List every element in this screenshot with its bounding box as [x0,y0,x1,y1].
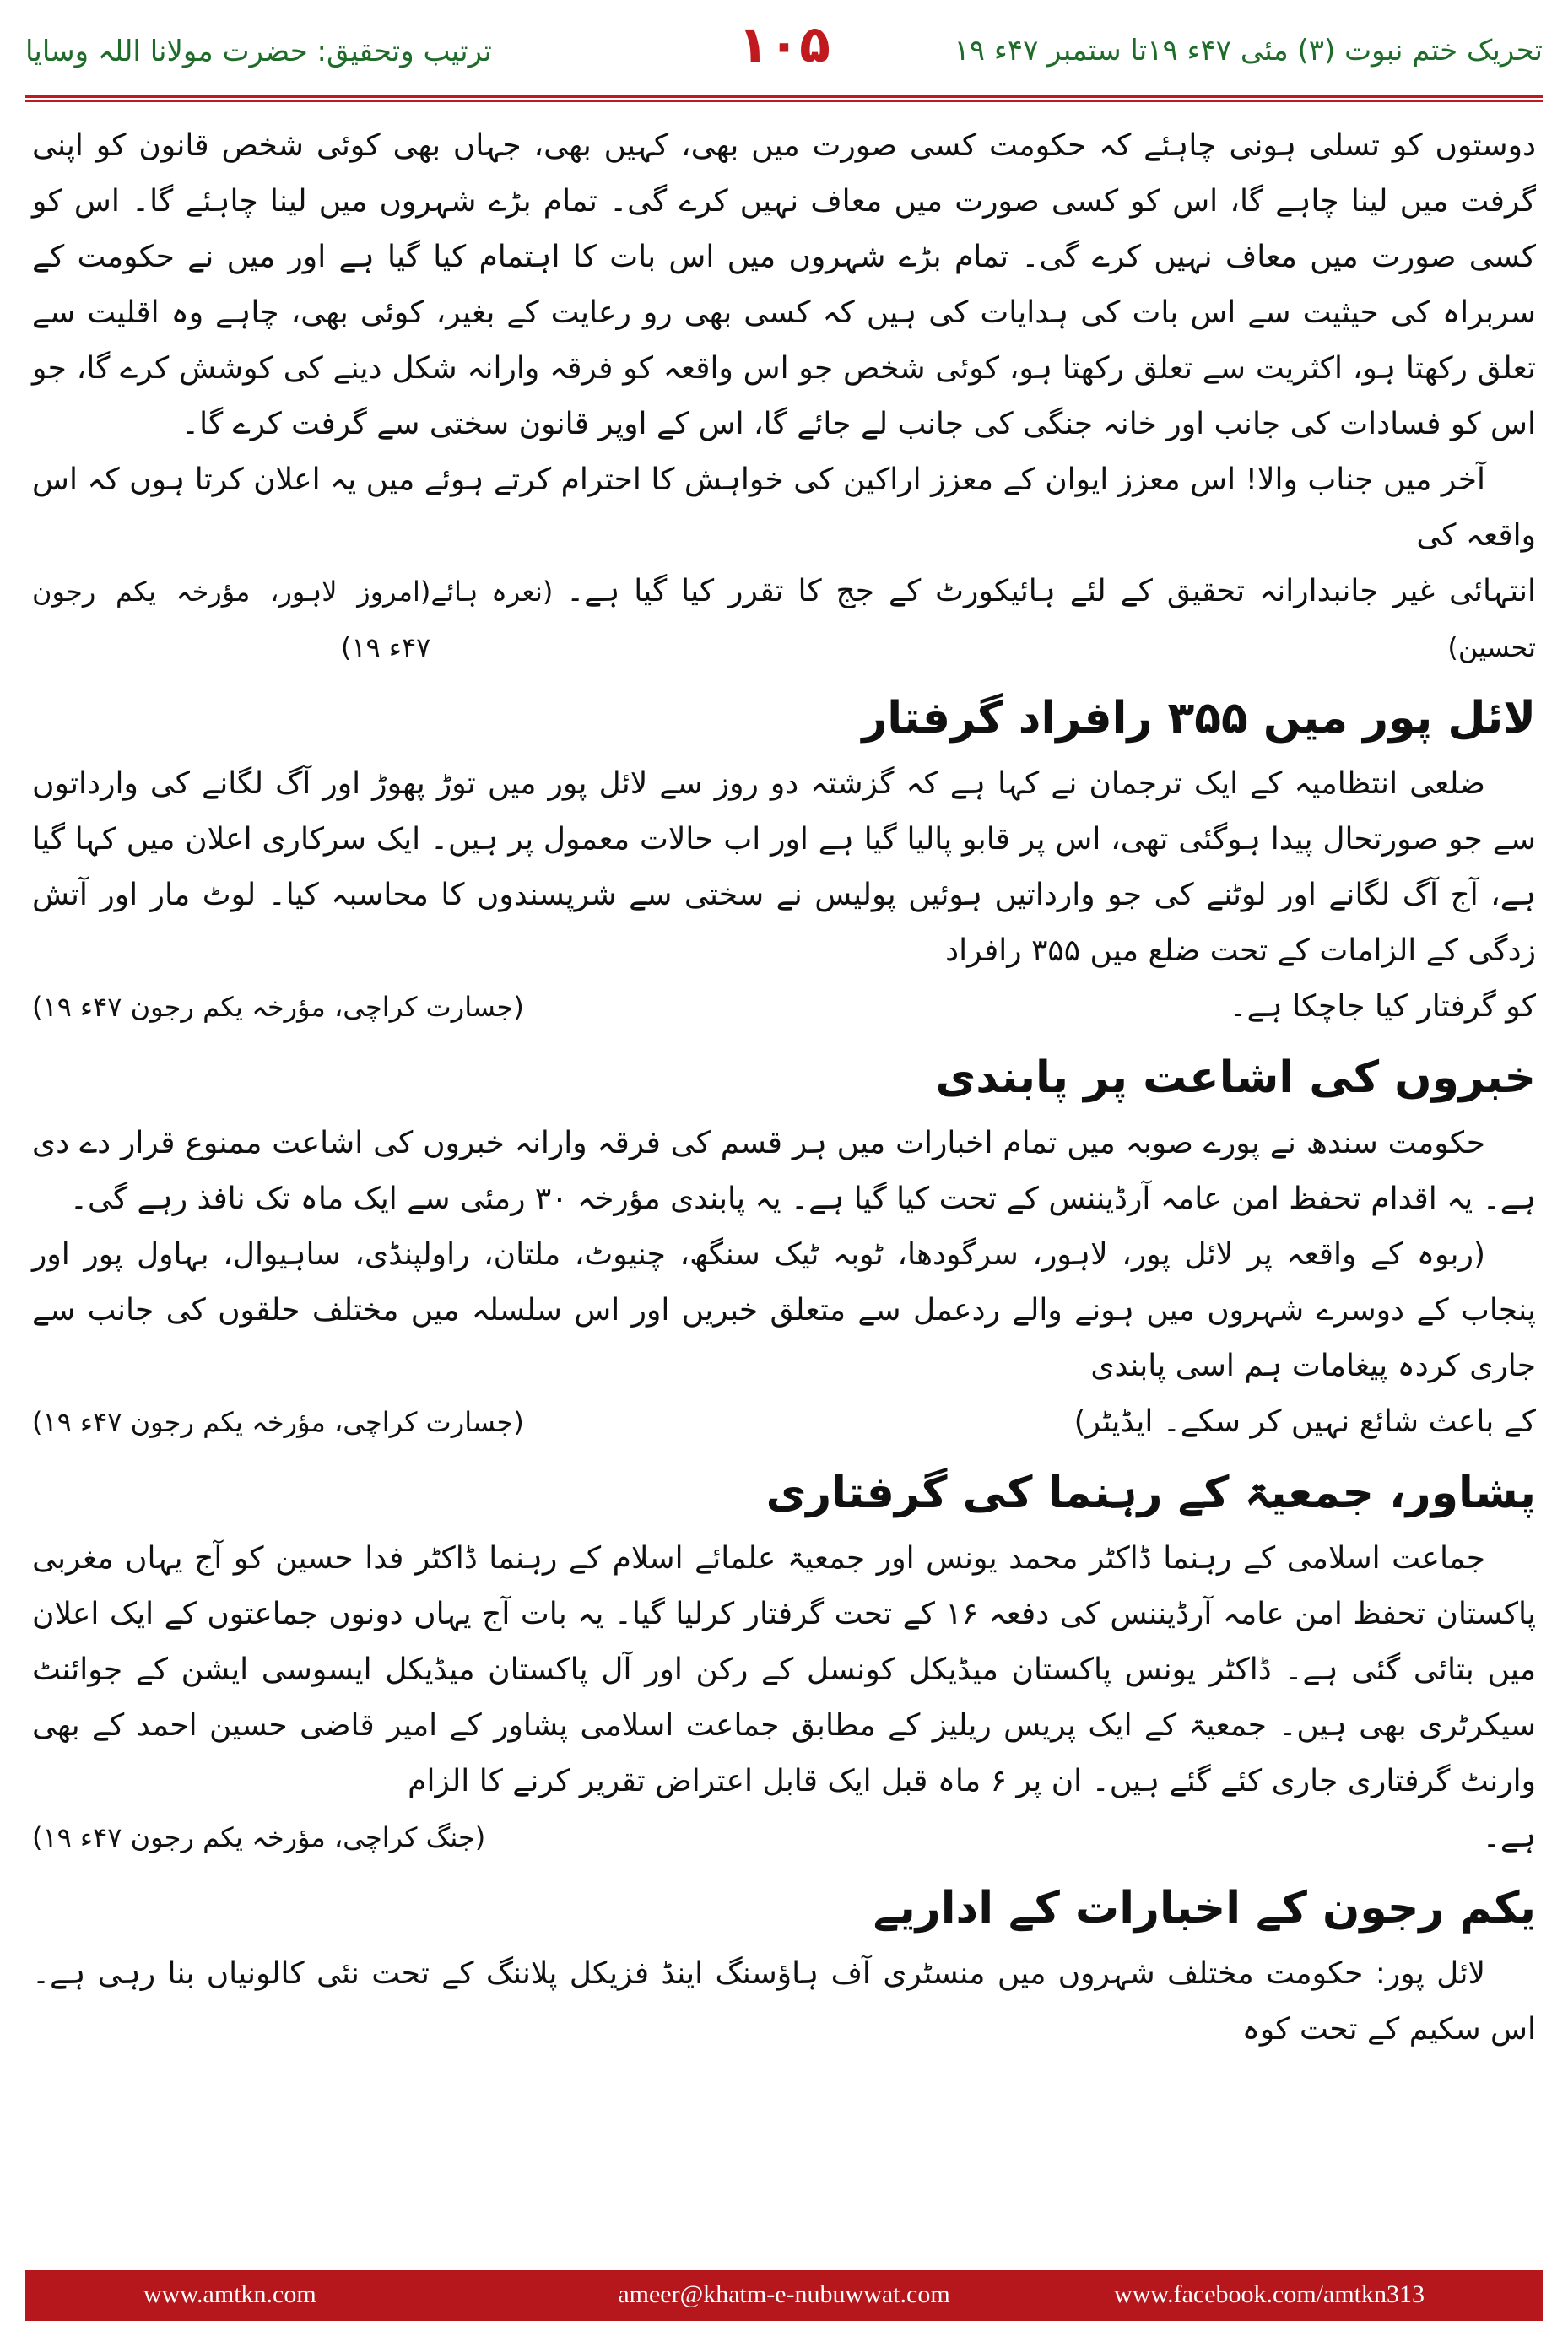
page-number: ۱۰۵ [738,15,830,74]
footer-email-link[interactable]: ameer@khatm-e-nubuwwat.com [618,2280,950,2308]
section5-paragraph: لائل پور: حکومت مختلف شہروں میں منسٹری آف ہاؤسنگ اینڈ فزیکل پلاننگ کے تحت نئی کالونیاں بنا رہی ہے۔ اس سکیم کے تحت کوہ [32,1956,1536,2047]
section4-heading: پشاور، جمعیۃ کے رہنما کی گرفتاری [765,1468,1536,1518]
page-body [32,118,1536,2245]
section1-source-line [32,564,1536,675]
section3-paragraph2: (ربوہ کے واقعہ پر لائل پور، لاہور، سرگودھا، ٹوبہ ٹیک سنگھ، چنیوٹ، ملتان، راولپنڈی، ساہیوال، بہاول پور اور پنجاب کے دوسرے شہروں میں ہونے والے ردعمل سے متعلق خبریں اور اس سلسلہ میں مختلف حلقوں کی جانب سے جاری کردہ پیغامات ہم اسی پابندی [32,1237,1536,1383]
section4-source-line [32,1809,1536,1865]
section3-paragraph1: حکومت سندھ نے پورے صوبہ میں تمام اخبارات میں ہر قسم کی فرقہ وارانہ خبروں کی اشاعت ممنوع قرار دے دی ہے۔ یہ اقدام تحفظ امن عامہ آرڈیننس کے تحت کیا گیا ہے۔ یہ پابندی مؤرخہ ۳۰ رمئی سے ایک ماہ تک نافذ رہے گی۔ [32,1126,1536,1216]
section2-paragraph: ضلعی انتظامیہ کے ایک ترجمان نے کہا ہے کہ گزشتہ دو روز سے لائل پور میں توڑ پھوڑ اور آگ لگانے کی وارداتوں سے جو صورتحال پیدا ہوگئی تھی، اس پر قابو پالیا گیا ہے اور اب حالات معمول پر ہیں۔ ایک سرکاری اعلان میں کہا گیا ہے، آج آگ لگانے اور لوٹنے کی جو وارداتیں ہوئیں پولیس نے سختی سے شرپسندوں کا محاسبہ کیا۔ لوٹ مار اور آتش زدگی کے الزامات کے تحت ضلع میں ۳۵۵ رافراد [32,766,1536,968]
section3-end-text: کے باعث شائع نہیں کر سکے۔ ایڈیٹر) [1073,1404,1536,1439]
section1-paragraph2: آخر میں جناب والا! اس معزز ایوان کے معزز اراکین کی خواہش کا احترام کرتے ہوئے میں یہ اعلان کرتا ہوں کہ اس واقعہ کی [32,462,1536,553]
section3-heading: خبروں کی اشاعت پر پابندی [935,1052,1536,1103]
page-footer [25,2270,1543,2321]
section4-source: (جنگ کراچی، مؤرخہ یکم رجون ۴۷ء ۱۹) [32,1821,486,1853]
section1-source: (امروز لاہور، مؤرخہ یکم رجون ۴۷ء ۱۹) [32,576,431,663]
section1-paragraph1: دوستوں کو تسلی ہونی چاہئے کہ حکومت کسی صورت میں بھی، کہیں بھی، جہاں بھی کوئی شخص قانون کو اپنی گرفت میں لینا چاہے گا، اس کو کسی صورت میں معاف نہیں کرے گی۔ تمام بڑے شہروں میں لینا چاہئے گا۔ اس کو کسی صورت میں معاف نہیں کرے گی۔ تمام بڑے شہروں میں اس بات کا اہتمام کیا گیا ہے اور میں نے حکومت کے سربراہ کی حیثیت سے اس بات کی ہدایات کی ہیں کہ کسی بھی رو رعایت کے بغیر، کوئی بھی، چاہے وہ اقلیت سے تعلق رکھتا ہو، اکثریت سے تعلق رکھتا ہو، کوئی شخص جو اس واقعہ کو فرقہ وارانہ شکل دینے کی کوشش کرے گا، جو اس کو فسادات کی جانب اور خانہ جنگی کی جانب لے جائے گا، اس کے اوپر قانون سختی سے گرفت کرے گا۔ [32,128,1536,441]
footer-website-link[interactable]: www.amtkn.com [143,2280,316,2308]
compiler-credit: ترتیب وتحقیق: حضرت مولانا اللہ وسایا [25,35,492,68]
section3-source: (جسارت کراچی، مؤرخہ یکم رجون ۴۷ء ۱۹) [32,1406,524,1438]
header-divider [25,95,1543,98]
section3-source-line [32,1394,1536,1450]
section1-end [430,564,1536,675]
section2-heading: لائل پور میں ۳۵۵ رافراد گرفتار [862,693,1536,744]
page-header [25,15,1543,91]
book-title: تحریک ختم نبوت (۳) مئی ۴۷ء ۱۹تا ستمبر ۴۷ء ۱۹ [954,34,1543,68]
header-divider-thin [25,100,1543,102]
section2-source-line [32,979,1536,1035]
section4-paragraph: جماعت اسلامی کے رہنما ڈاکٹر محمد یونس اور جمعیۃ علمائے اسلام کے رہنما ڈاکٹر فدا حسین کو آج یہاں مغربی پاکستان تحفظ امن عامہ آرڈیننس کی دفعہ ۱۶ کے تحت گرفتار کرلیا گیا۔ یہ بات آج یہاں دونوں جماعتوں کے ایک اعلان میں بتائی گئی ہے۔ ڈاکٹر یونس پاکستان میڈیکل کونسل کے رکن اور آل پاکستان میڈیکل ایسوسی ایشن کے جوائنٹ سیکرٹری بھی ہیں۔ جمعیۃ کے ایک پریس ریلیز کے مطابق جماعت اسلامی پشاور کے امیر قاضی حسین احمد کے بھی وارنٹ گرفتاری جاری کئے گئے ہیں۔ ان پر ۶ ماہ قبل ایک قابل اعتراض تقریر کرنے کا الزام [32,1541,1536,1798]
section5-heading: یکم رجون کے اخبارات کے اداریے [873,1883,1536,1934]
section1-end-text: انتہائی غیر جانبدارانہ تحقیق کے لئے ہائیکورٹ کے جج کا تقرر کیا گیا ہے۔ [566,574,1537,608]
footer-facebook-link[interactable]: www.facebook.com/amtkn313 [1114,2280,1425,2308]
section4-end-text: ہے۔ [1482,1820,1536,1854]
section2-source: (جسارت کراچی، مؤرخہ یکم رجون ۴۷ء ۱۹) [32,991,524,1023]
section2-end-text: کو گرفتار کیا جاچکا ہے۔ [1229,989,1536,1024]
section1-cheer: (نعرہ ہائے تحسین) [430,576,1536,663]
